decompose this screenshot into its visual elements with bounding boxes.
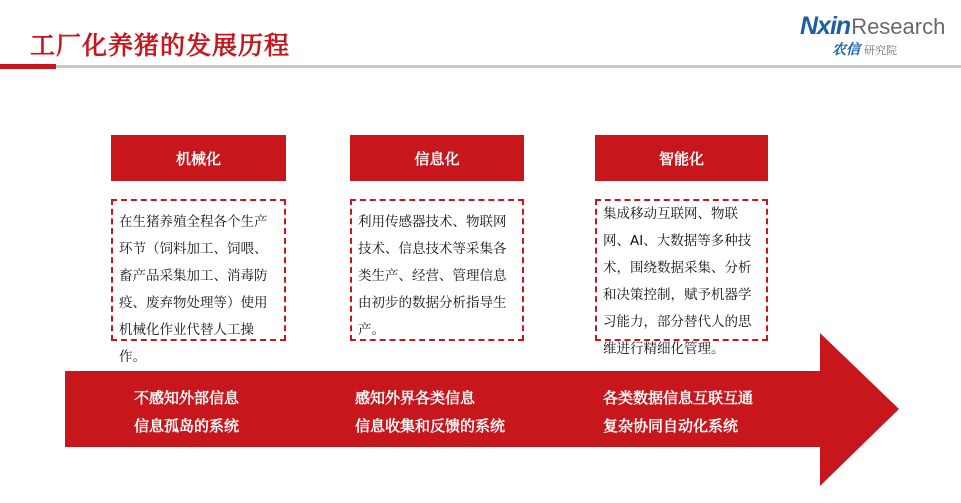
arrow-text-line: 复杂协同自动化系统 (603, 417, 739, 435)
stage-header-informatization: 信息化 (350, 135, 524, 181)
logo-cn-brand: 农信 (832, 42, 860, 58)
logo-brand: Nxin (800, 12, 851, 40)
stage-description-intelligence: 集成移动互联网、物联网、AI、大数据等多种技术，围绕数据采集、分析和决策控制，赋予机器学习能力，部分替代人的思维进行精细化管理。 (595, 199, 768, 341)
logo-suffix: Research (851, 14, 946, 39)
stage-header-intelligence: 智能化 (595, 135, 768, 181)
arrow-text-line: 信息收集和反馈的系统 (355, 417, 506, 435)
logo-cn-sub: 研究院 (864, 44, 897, 57)
stage-header-mechanization: 机械化 (111, 135, 286, 181)
arrow-text-line: 信息孤岛的系统 (134, 417, 240, 435)
arrow-text-stage-2 (355, 384, 505, 440)
arrow-text-stage-3 (603, 384, 753, 440)
arrow-text-line: 各类数据信息互联互通 (603, 389, 754, 407)
page-title: 工厂化养猪的发展历程 (30, 31, 291, 60)
stage-description-informatization: 利用传感器技术、物联网技术、信息技术等采集各类生产、经营、管理信息由初步的数据分析指导生产。 (350, 199, 524, 341)
arrow-text-stage-1 (134, 384, 239, 440)
arrow-text-line: 不感知外部信息 (134, 389, 240, 407)
arrow-text-line: 感知外界各类信息 (355, 389, 476, 407)
stage-description-mechanization: 在生猪养殖全程各个生产环节（饲料加工、饲喂、畜产品采集加工、消毒防疫、废弃物处理等）使用机械化作业代替人工操作。 (111, 199, 286, 341)
